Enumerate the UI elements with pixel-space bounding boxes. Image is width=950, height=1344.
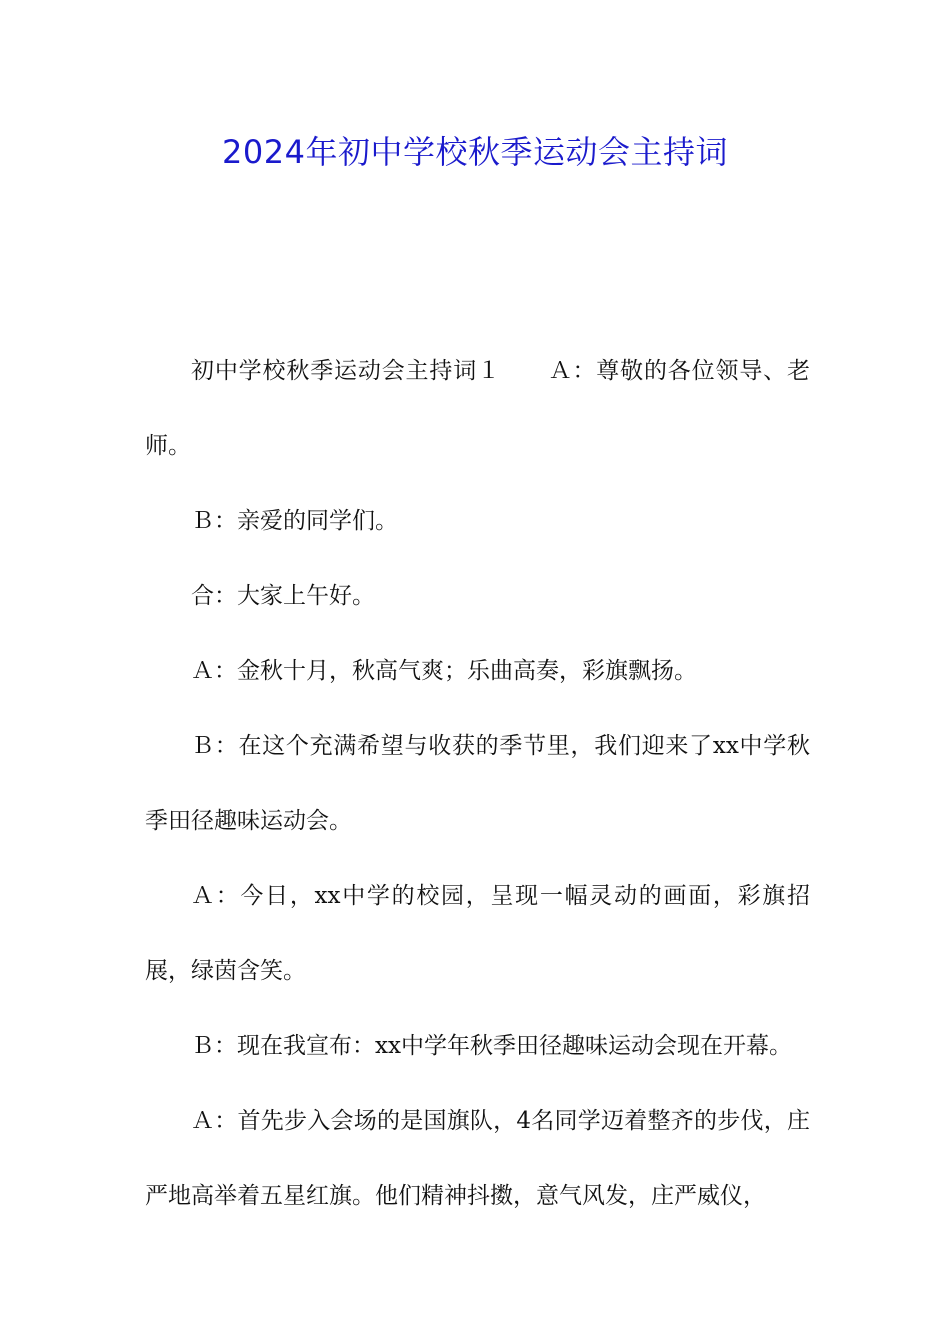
paragraph: Ｂ：现在我宣布：xx中学年秋季田径趣味运动会现在开幕。 xyxy=(191,1033,792,1059)
document-body xyxy=(145,334,810,1234)
paragraph: Ｂ：亲爱的同学们。 xyxy=(191,508,398,534)
paragraph: 合：大家上午好。 xyxy=(191,583,375,609)
paragraph: 初中学校秋季运动会主持词１ Ａ：尊敬的各位领导、老师。 xyxy=(145,358,810,459)
document-title: 2024年初中学校秋季运动会主持词 xyxy=(222,133,728,171)
paragraph: Ｂ：在这个充满希望与收获的季节里，我们迎来了xx中学秋季田径趣味运动会。 xyxy=(145,733,810,834)
paragraph: Ａ：首先步入会场的是国旗队，4名同学迈着整齐的步伐，庄严地高举着五星红旗。他们精神抖擞，意气风发，庄严威仪， xyxy=(145,1108,810,1209)
paragraph: Ａ：金秋十月，秋高气爽；乐曲高奏，彩旗飘扬。 xyxy=(191,658,697,684)
paragraph: Ａ：今日，xx中学的校园，呈现一幅灵动的画面，彩旗招展，绿茵含笑。 xyxy=(145,883,810,984)
